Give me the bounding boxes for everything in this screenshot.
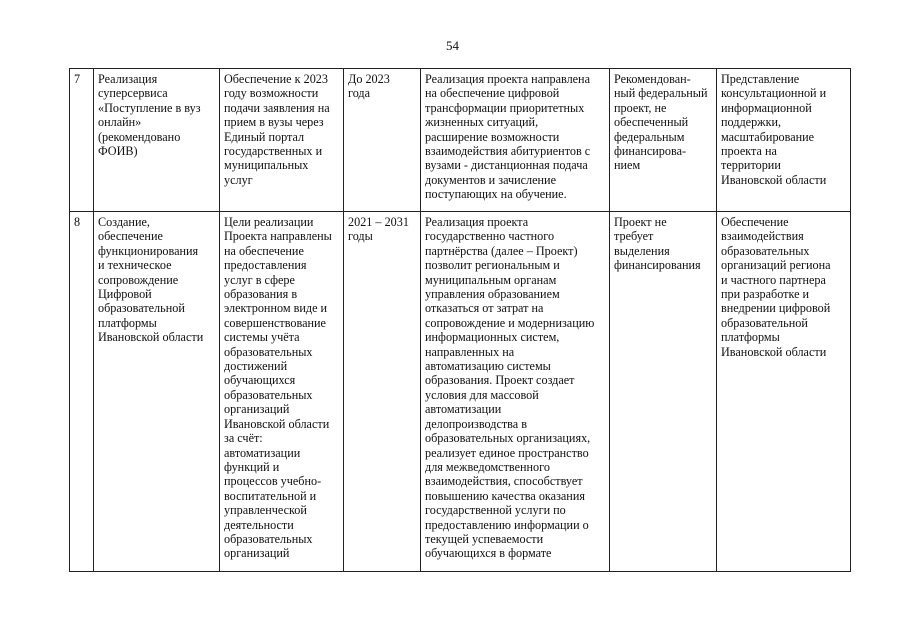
measure-term: 2021 – 2031 годы <box>348 215 409 244</box>
measures-table <box>69 68 851 572</box>
row-number: 7 <box>74 72 81 86</box>
measure-financing-cell <box>610 212 717 572</box>
page-number: 54 <box>446 38 459 53</box>
row-number-cell <box>70 212 94 572</box>
measure-term-cell <box>344 69 421 212</box>
row-number-cell <box>70 69 94 212</box>
measure-result-cell <box>717 212 851 572</box>
measure-name: Создание, обеспечение функционирования и техническое сопровождение Цифровой образовательной платформы Ивановской области <box>98 215 204 345</box>
measure-name-cell <box>94 69 220 212</box>
row-number: 8 <box>74 215 81 229</box>
measure-financing-cell <box>610 69 717 212</box>
measure-description: Реализация проекта государственно частного партнёрства (далее – Проект) позволит региональным и муниципальным органам управления образованием отказаться от затрат на сопровождение и модернизацию информационных систем, направленных на автоматизацию системы образования. Проект создает условия для массовой автоматизации делопроизводства в образовательных организациях, реализует единое пространство для межведомственного взаимодействия, способствует повышению качества оказания государственной услуги по предоставлению информации о текущей успеваемости обучающихся в формате <box>425 215 595 561</box>
measure-description-cell <box>421 212 610 572</box>
measure-result-cell <box>717 69 851 212</box>
measure-result: Представление консультационной и информационной поддержки, масштабирование проекта на территории Ивановской области <box>721 72 827 187</box>
measure-term-cell <box>344 212 421 572</box>
measure-name: Реализация суперсервиса «Поступление в вуз онлайн» (рекомендовано ФОИВ) <box>98 72 201 159</box>
measure-goal: Цели реализации Проекта направлены на обеспечение предоставления услуг в сфере образования в электронном виде и совершенствование системы учёта образовательных достижений обучающихся образовательных организаций Ивановской области за счёт: автоматизации функций и процессов учебно- воспитательной и управленческой деятельности образовательных организаций <box>224 215 332 561</box>
measure-goal: Обеспечение к 2023 году возможности подачи заявления на прием в вузы через Единый портал государственных и муниципальных услуг <box>224 72 330 187</box>
measure-description-cell <box>421 69 610 212</box>
measure-name-cell <box>94 212 220 572</box>
measure-financing: Проект не требует выделения финансирования <box>614 215 701 273</box>
measure-description: Реализация проекта направлена на обеспечение цифровой трансформации приоритетных жизненных ситуаций, расширение возможности взаимодействия абитуриентов с вузами - дистанционная подача документов и зачисление поступающих на обучение. <box>425 72 591 202</box>
measure-goal-cell <box>220 69 344 212</box>
measure-goal-cell <box>220 212 344 572</box>
table-row <box>70 69 851 212</box>
table-row <box>70 212 851 572</box>
measure-financing: Рекомендован- ный федеральный проект, не обеспеченный федеральным финансирова- нием <box>614 72 708 173</box>
measure-result: Обеспечение взаимодействия образовательных организаций региона и частного партнера при разработке и внедрении цифровой образовательной платформы Ивановской области <box>721 215 831 359</box>
measure-term: До 2023 года <box>348 72 390 101</box>
